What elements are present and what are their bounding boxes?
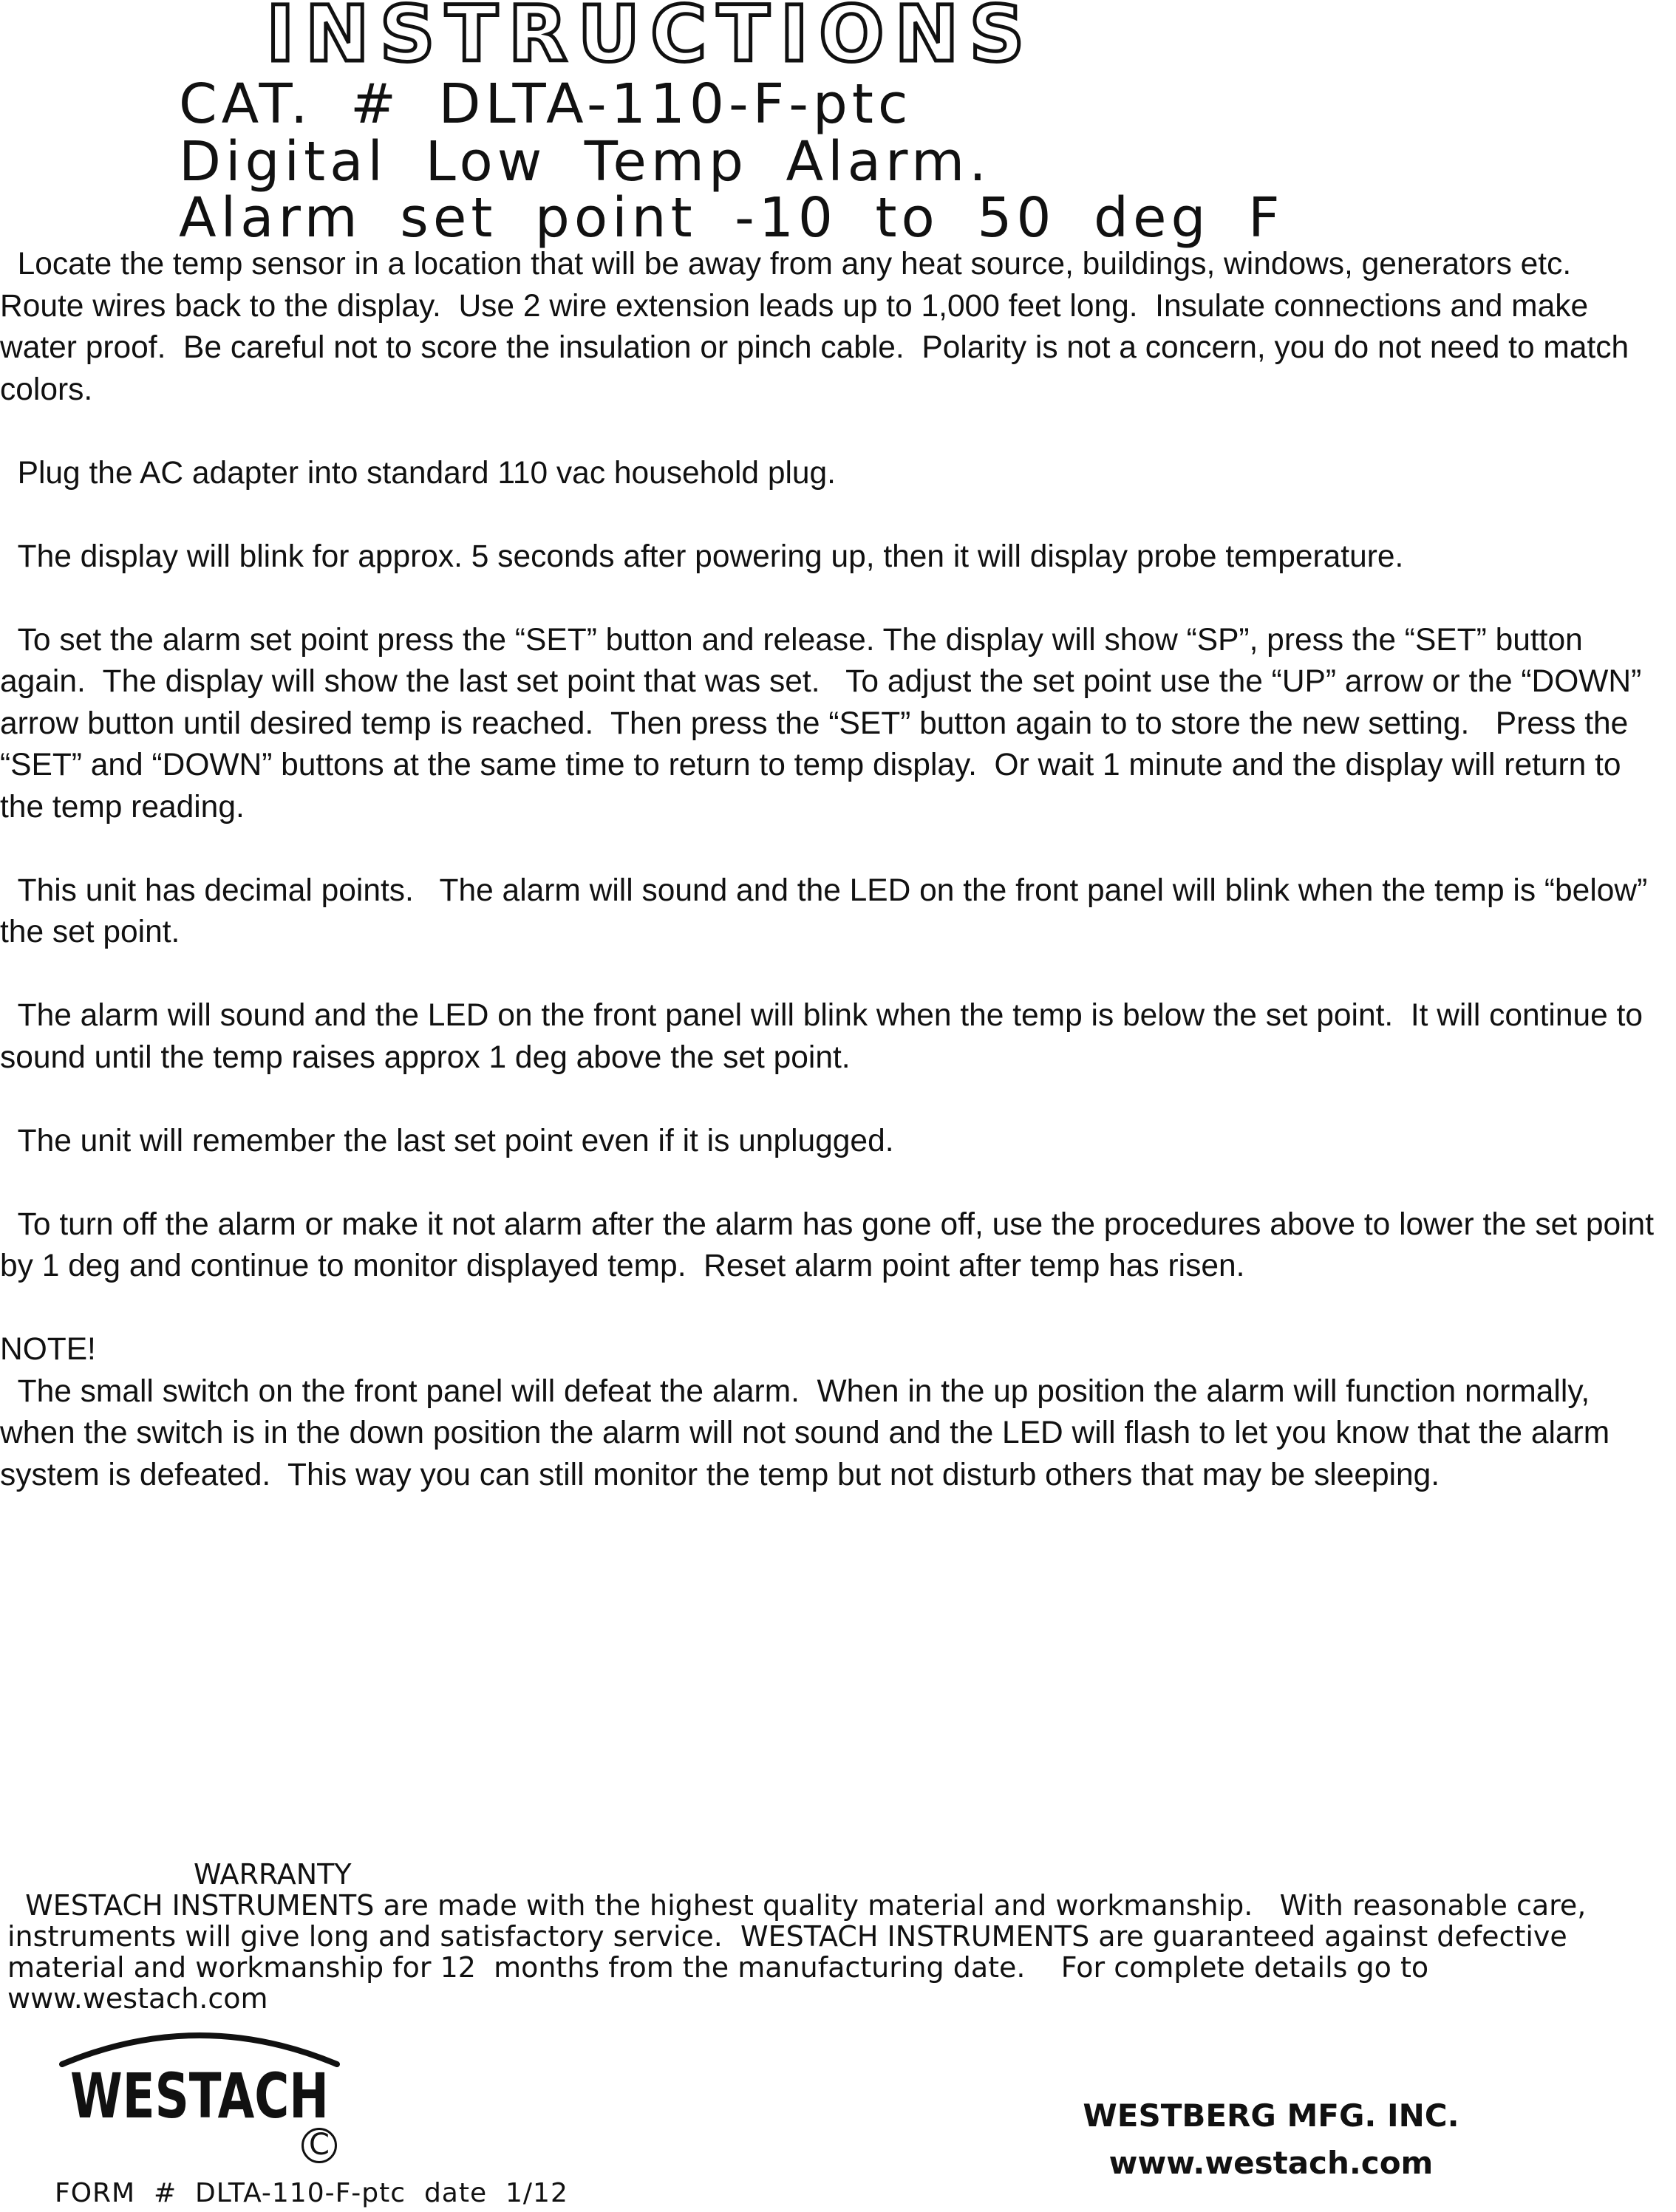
warranty-title: WARRANTY (194, 1858, 352, 1891)
note-label: NOTE! (0, 1332, 96, 1367)
set-point-range-heading: Alarm set point -10 to 50 deg F (179, 186, 1284, 250)
power-paragraph: Plug the AC adapter into standard 110 vac household plug. (0, 455, 836, 491)
product-name-heading: Digital Low Temp Alarm. (179, 130, 991, 194)
memory-paragraph: The unit will remember the last set point even if it is unplugged. (0, 1123, 894, 1158)
instructions-body (0, 244, 1670, 1538)
company-url: www.westach.com (1108, 2145, 1434, 2181)
sensor-placement-paragraph: Locate the temp sensor in a location that will be away from any heat source, buildings, windows, generators etc. Route wires back to the display. Use 2 wire extension leads up to 1,000 feet long. Insulate connections and make water proof. Be careful not to score the insulation or pinch cable. Polarity is not a concern, you do not need to match colors. (0, 247, 1638, 407)
note-paragraph: The small switch on the front panel will defeat the alarm. When in the up position the alarm will function normally, when the switch is in the down position the alarm will not sound and the LED will flash to let you know that the alarm system is defeated. This way you can still monitor the temp but not disturb others that may be sleeping. (0, 1373, 1618, 1492)
catalog-number-heading: CAT. # DLTA-110-F-ptc (179, 72, 913, 136)
logo-wordmark: WESTACH (70, 2060, 329, 2132)
copyright-symbol: C (302, 2128, 337, 2163)
set-point-paragraph: To set the alarm set point press the “SET” button and release. The display will show “SP”, press the “SET” button again. The display will show the last set point that was set. To adjust the set point use the “UP” arrow or the “DOWN” arrow button until desired temp is reached. Then press the “SET” button again to to store the new setting. Press the “SET” and “DOWN” buttons at the same time to return to temp display. Or wait 1 minute and the display will return to the temp reading. (0, 622, 1651, 825)
warranty-section (7, 1859, 1670, 2014)
westach-logo (52, 2030, 347, 2134)
instructions-banner: INSTRUCTIONS (266, 0, 1035, 79)
alarm-behavior-paragraph: The alarm will sound and the LED on the front panel will blink when the temp is below the set point. It will continue to sound until the temp raises approx 1 deg above the set point. (0, 998, 1652, 1075)
company-name: WESTBERG MFG. INC. (1083, 2097, 1459, 2134)
decimal-points-paragraph: This unit has decimal points. The alarm will sound and the LED on the front panel will blink when the temp is “below” the set point. (0, 873, 1657, 949)
startup-paragraph: The display will blink for approx. 5 seconds after powering up, then it will display probe temperature. (0, 539, 1404, 574)
turn-off-alarm-paragraph: To turn off the alarm or make it not alarm after the alarm has gone off, use the procedures above to lower the set point by 1 deg and continue to monitor displayed temp. Reset alarm point after temp has risen. (0, 1206, 1663, 1283)
warranty-text: WESTACH INSTRUMENTS are made with the highest quality material and workmanship. With reasonable care, instruments will give long and satisfactory service. WESTACH INSTRUMENTS are guaranteed against defective material and workmanship for 12 months from the manufacturing date. For complete details go to www.westach.com (7, 1889, 1595, 2015)
form-number: FORM # DLTA-110-F-ptc date 1/12 (55, 2178, 568, 2208)
company-block (1020, 2092, 1522, 2187)
